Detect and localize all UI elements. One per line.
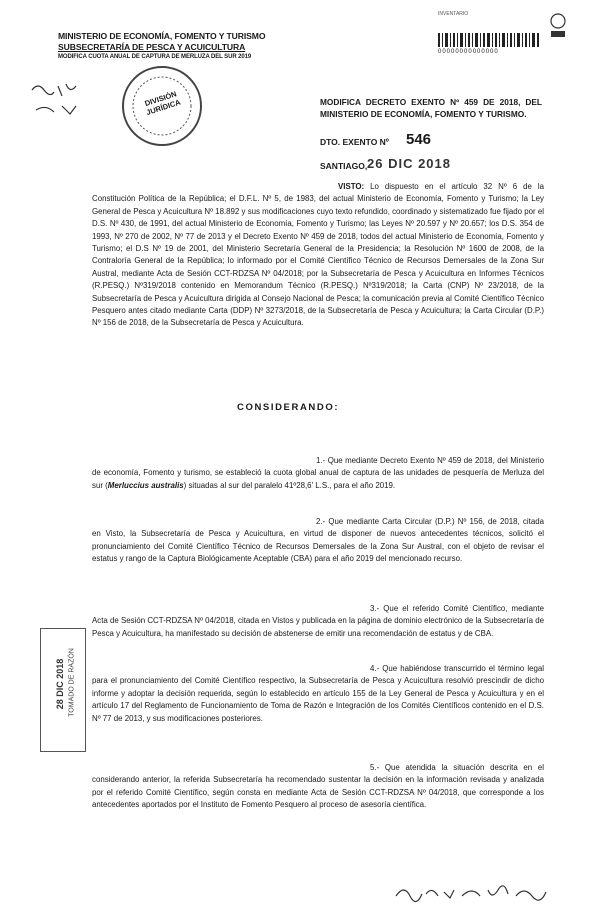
considerando-item-3 [92,603,544,640]
side-stamp-date: 28 DIC 2018 [55,658,65,710]
considerando-item-2 [92,516,544,566]
chile-seal-icon [544,11,572,41]
item-number: 2.- [316,517,326,526]
decree-label: DTO. EXENTO Nº [320,137,389,147]
ministry-name: MINISTERIO DE ECONOMÍA, FOMENTO Y TURISMO [58,31,266,41]
species-name: Merluccius australis [107,480,184,490]
barcode [438,33,542,47]
registry-stamp [438,11,578,61]
item-text: Que mediante Carta Circular (D.P.) Nº 156, de 2018, citada en Visto, la Subsecretaría de Pesca y Acuicultura, en virtud de disponer de nuevos antecedentes técnicos, solicitó el pronunciamiento del Comité Científico Técnico de Recursos Demersales de la Zona Sur Austral, con el objeto de revisar el estatus y rango de la Captura Biológicamente Aceptable (CBA) para el año 2019 del mencionado recurso. [92,517,544,564]
item-text: Que el referido Comité Científico, mediante Acta de Sesión CCT-RDZSA Nº 04/2018, citada en Vistos y publicada en la página de dominio electrónico de la Subsecretaría de Pesca y Acuicultura, ha manifestado su decisión de abstenerse de emitir una recomendación de estatus y de CBA. [92,604,544,638]
division-juridica-stamp [122,66,202,146]
place-label: SANTIAGO, [320,161,368,171]
considerando-title: CONSIDERANDO: [237,402,340,413]
item-number: 4.- [370,664,380,673]
registry-label: INVENTARIO [438,11,469,17]
visto-label: VISTO: [338,182,365,191]
contraloria-side-stamp [40,628,86,752]
item-text: Que habiéndose transcurrido el término legal para el pronunciamiento del Comité Científico respectivo, la Subsecretaría de Pesca y Acuicultura resolvió prescindir de dicho informe y adoptar la decisión requerida, según lo establecido en artículo 155 de la Ley General de Pesca y Acuicultura y en el artículo 17 del Reglamento de Funcionamiento de Toma de Razón e Integración de los Comités Científicos contenido en el D.S. Nº 77 de 2013, y sus modificaciones posteriores. [92,664,544,723]
considerando-item-4 [92,663,544,725]
visto-section [92,181,544,330]
document-header [58,31,298,63]
handwritten-initials [28,76,98,126]
header-subtitle: MODIFICA CUOTA ANUAL DE CAPTURA DE MERLUZA DEL SUR 2019 [58,54,252,60]
side-stamp-text: TOMADO DE RAZÓN [68,648,76,717]
item-number: 5.- [370,763,380,772]
item-text-end: ) situadas al sur del paralelo 41º28,6' L.S., para el año 2019. [183,480,396,490]
item-text: Que mediante Decreto Exento Nº 459 de 2018, del Ministerio de economía, Fomento y turismo, se estableció la cuota global anual de captura de las unidades de pesquería de Merluza del sur ( [92,456,544,490]
item-number: 3.- [370,604,380,613]
decree-number: 546 [406,131,432,148]
decree-reference: MODIFICA DECRETO EXENTO Nº 459 DE 2018, DEL MINISTERIO DE ECONOMÍA, FOMENTO Y TURISMO. [320,97,542,119]
visto-text: Lo dispuesto en el artículo 32 Nº 6 de la Constitución Política de la República; el D.F.L. Nº 5, de 1983, del actual Ministerio de Economía, Fomento y Turismo; la Ley General de Pesca y Acuicultura Nº 18.892 y sus modificaciones cuyo texto refundido, coordinado y sistematizado fue fijado por el D.S. Nº 430, de 1991, del actual Ministerio de Economía, Fomento y Turismo; las Leyes Nº 20.597 y Nº 20.657; los D.S. 354 de 1993, Nº 270 de 2002, Nº 77 de 2013 y el Decreto Exento Nº 459 de 2018, todos del actual Ministerio de Economía, Fomento y Turismo; el D.S Nº 19 de 2001, del Ministerio Secretaría General de la Presidencia; la Resolución Nº 1600 de 2008, de la Contraloría General de la República; lo informado por el Comité Científico Técnico de Recursos Demersales de la Zona Sur Austral, mediante Acta de Sesión CCT-RDZSA Nº 04/2018; por la Subsecretaría de Pesca y Acuicultura en Informes Técnicos (R.PESQ.) Nº319/2018 contenido en Memorandum Técnico (R.PESQ.) Nº319/2018; la Carta (CNP) Nº 23/2018, de la Subsecretaría de Pesca y Acuicultura dirigida al Consejo Nacional de Pesca; la comunicación previa al Comité Científico Técnico Pesquero antes citado mediante Carta (DDP) Nº 3273/2018, de la Subsecretaría de Pesca y Acuicultura; la Carta Circular (D.P.) Nº 156 de 2018, de la Subsecretaría de Pesca y Acuicultura. [92,182,544,328]
handwritten-signature [392,878,562,908]
item-number: 1.- [316,456,326,465]
registry-number: 00000000000000 [438,49,499,55]
considerando-item-5 [92,762,544,812]
date-stamp: 26 DIC 2018 [367,156,451,171]
subsecretaria-name: SUBSECRETARÍA DE PESCA Y ACUICULTURA [58,41,246,52]
item-text: Que atendida la situación descrita en el considerando anterior, la referida Subsecretaría ha recomendado sustentar la decisión en la información revisada y analizada por el referido Comité Científico, según consta en mediante Acta de Sesión CCT-RDZSA Nº 04/2018, que corresponde a los antecedentes aportados por el Instituto de Fomento Pesquero al proceso de asesoría científica. [92,763,544,810]
stamp-text: DIVISIÓN JURÍDICA [143,89,182,118]
considerando-item-1 [92,455,544,492]
